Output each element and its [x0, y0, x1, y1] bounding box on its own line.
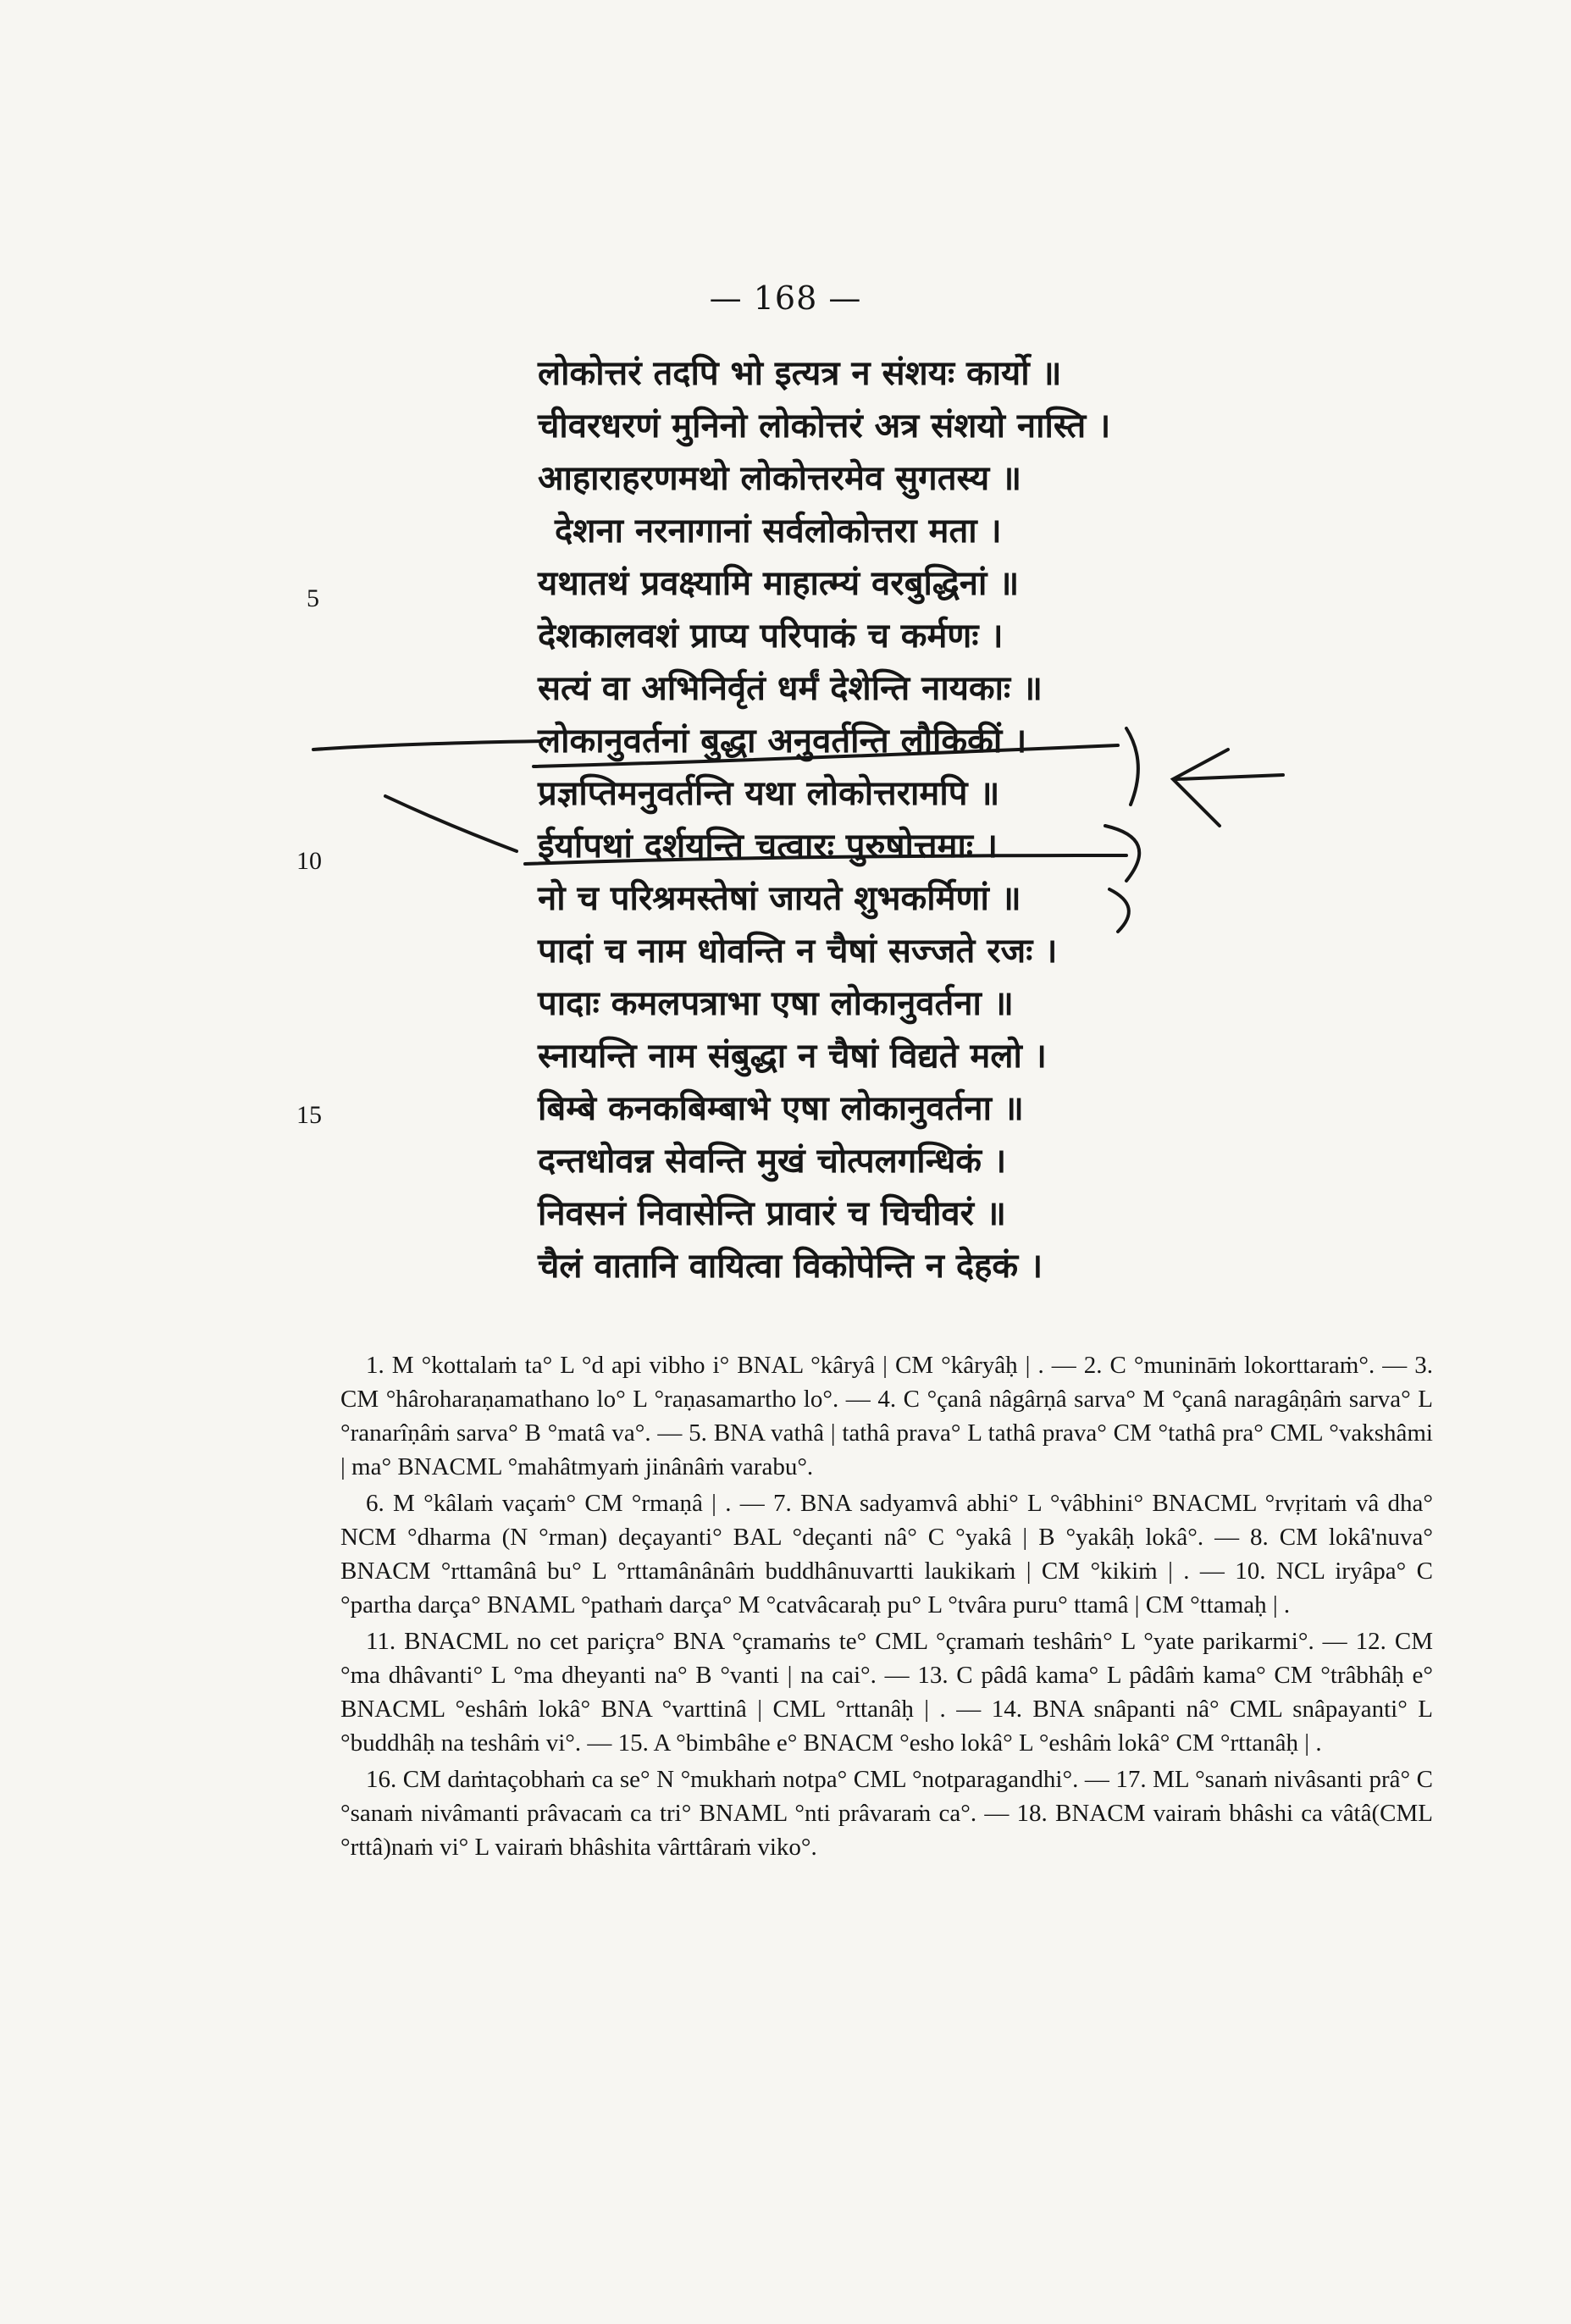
footnote-paragraph-1: 1. M °kottalaṁ ta° L °d api vibho i° BNAL °kâryâ | CM °kâryâḥ | . — 2. C °munināṁ lokorttaraṁ°. — 3. CM °hâroharaṇamathano lo° L °raṇasamartho lo°. — 4. C °çanâ nâgârṇâ sarva° M °çanâ naragâṇâṁ sarva° L °ranarîṇâṁ sarva° B °matâ va°. — 5. BNA vathâ | tathâ prava° L tathâ prava° CM °tathâ pra° CML °vakshâmi | ma° BNACML °mahâtmyaṁ jinânâṁ varabu°.	[340, 1352, 1433, 1480]
right-bracket-upper	[1126, 728, 1138, 805]
arrow-head	[1173, 750, 1228, 826]
right-bracket-middle	[1105, 826, 1139, 881]
verse-line-15: बिम्बे कनकबिम्बाभे एषा लोकानुवर्तना ॥	[538, 1089, 1024, 1128]
underline-verse-8	[534, 745, 1118, 766]
verse-line-17: निवसनं निवासेन्ति प्रावारं च चिचीवरं ॥	[538, 1194, 1006, 1233]
verse-line-14: स्नायन्ति नाम संबुद्धा न चैषां विद्यते मलो ।	[538, 1037, 1047, 1076]
footnote-paragraph-2: 6. M °kâlaṁ vaçaṁ° CM °rmaṇâ | . — 7. BNA sadyamvâ abhi° L °vâbhini° BNACML °rvṛitaṁ vâ dha° NCM °dharma (N °rman) deçayanti° BAL °deçanti nâ° C °yakâ | B °yakâḥ lokâ°. — 8. CM lokâ'nuva° BNACM °rttamânâ bu° L °rttamânânâṁ buddhânuvartti laukikaṁ | CM °kikiṁ | . — 10. NCL iryâpa° C °partha darça° BNAML °pathaṁ darça° M °catvâcaraḥ pu° L °tvâra puru° ttamâ | CM °ttamaḥ | .	[340, 1490, 1433, 1618]
verse-line-11: नो च परिश्रमस्तेषां जायते शुभकर्मिणां ॥	[538, 879, 1021, 918]
verse-line-12: पादां च नाम धोवन्ति न चैषां सज्जते रजः ।	[538, 932, 1058, 971]
verse-line-13: पादाः कमलपत्राभा एषा लोकानुवर्तना ॥	[538, 984, 1014, 1023]
verse-line-7: सत्यं वा अभिनिर्वृतं धर्मं देशेन्ति नायकाः ॥	[538, 669, 1043, 708]
verse-line-5: यथातथं प्रवक्ष्यामि माहात्म्यं वरबुद्धिनां ॥	[538, 564, 1020, 603]
verse-line-8: लोकानुवर्तनां बुद्धा अनुवर्तन्ति लौकिकीं ।	[538, 722, 1027, 761]
right-bracket-lower	[1109, 889, 1129, 932]
verse-line-10: ईर्यापथां दर्शयन्ति चत्वारः पुरुषोत्तमाः ।	[538, 827, 998, 866]
margin-line-lower	[385, 796, 517, 851]
line-number-15: 15	[296, 1101, 322, 1129]
footnotes	[340, 1348, 1433, 1867]
footnote-paragraph-3: 11. BNACML no cet pariçra° BNA °çramaṁs te° CML °çramaṁ teshâṁ° L °yate parikarmi°. — 12. CM °ma dhâvanti° L °ma dheyanti na° B °vanti | na cai°. — 13. C pâdâ kama° L pâdâṁ kama° CM °trâbhâḥ e° BNACML °eshâṁ lokâ° BNA °varttinâ | CML °rttanâḥ | . — 14. BNA snâpanti nâ° CML snâpayanti° L °buddhâḥ na teshâṁ vi°. — 15. A °bimbâhe e° BNACM °esho lokâ° L °eshâṁ lokâ° CM °rttanâḥ | .	[340, 1628, 1433, 1757]
verse-line-4: देशना नरनागानां सर्वलोकोत्तरा मता ।	[555, 512, 1002, 551]
line-number-5: 5	[307, 584, 319, 612]
margin-line-upper	[313, 741, 542, 750]
footnote-paragraph-4: 16. CM daṁtaçobhaṁ ca se° N °mukhaṁ notpa° CML °notparagandhi°. — 17. ML °sanaṁ nivâsanti prâ° C °sanaṁ nivâmanti prâvacaṁ ca tri° BNAML °nti prâvaraṁ ca°. — 18. BNACM vairaṁ bhâshi ca vâtâ(CML °rttâ)naṁ vi° L vairaṁ bhâshita vârttâraṁ viko°.	[340, 1766, 1433, 1861]
verse-line-18: चैलं वातानि वायित्वा विकोपेन्ति न देहकं ।	[538, 1247, 1043, 1286]
line-number-10: 10	[296, 847, 322, 875]
verse-line-1: लोकोत्तरं तदपि भो इत्यत्र न संशयः कार्यो ॥	[538, 354, 1062, 393]
verse-line-2: चीवरधरणं मुनिनो लोकोत्तरं अत्र संशयो नास्ति ।	[538, 407, 1111, 445]
verse-line-16: दन्तधोवन्न सेवन्ति मुखं चोत्पलगन्धिकं ।	[538, 1142, 1007, 1181]
page-number: — 168 —	[709, 279, 862, 317]
verse-line-3: आहाराहरणमथो लोकोत्तरमेव सुगतस्य ॥	[538, 459, 1022, 498]
underline-verse-10	[525, 855, 1126, 864]
verse-line-6: देशकालवशं प्राप्य परिपाकं च कर्मणः ।	[538, 617, 1004, 656]
arrow-shaft	[1177, 775, 1283, 779]
verse-line-9: प्रज्ञप्तिमनुवर्तन्ति यथा लोकोत्तरामपि ॥	[538, 774, 1000, 813]
